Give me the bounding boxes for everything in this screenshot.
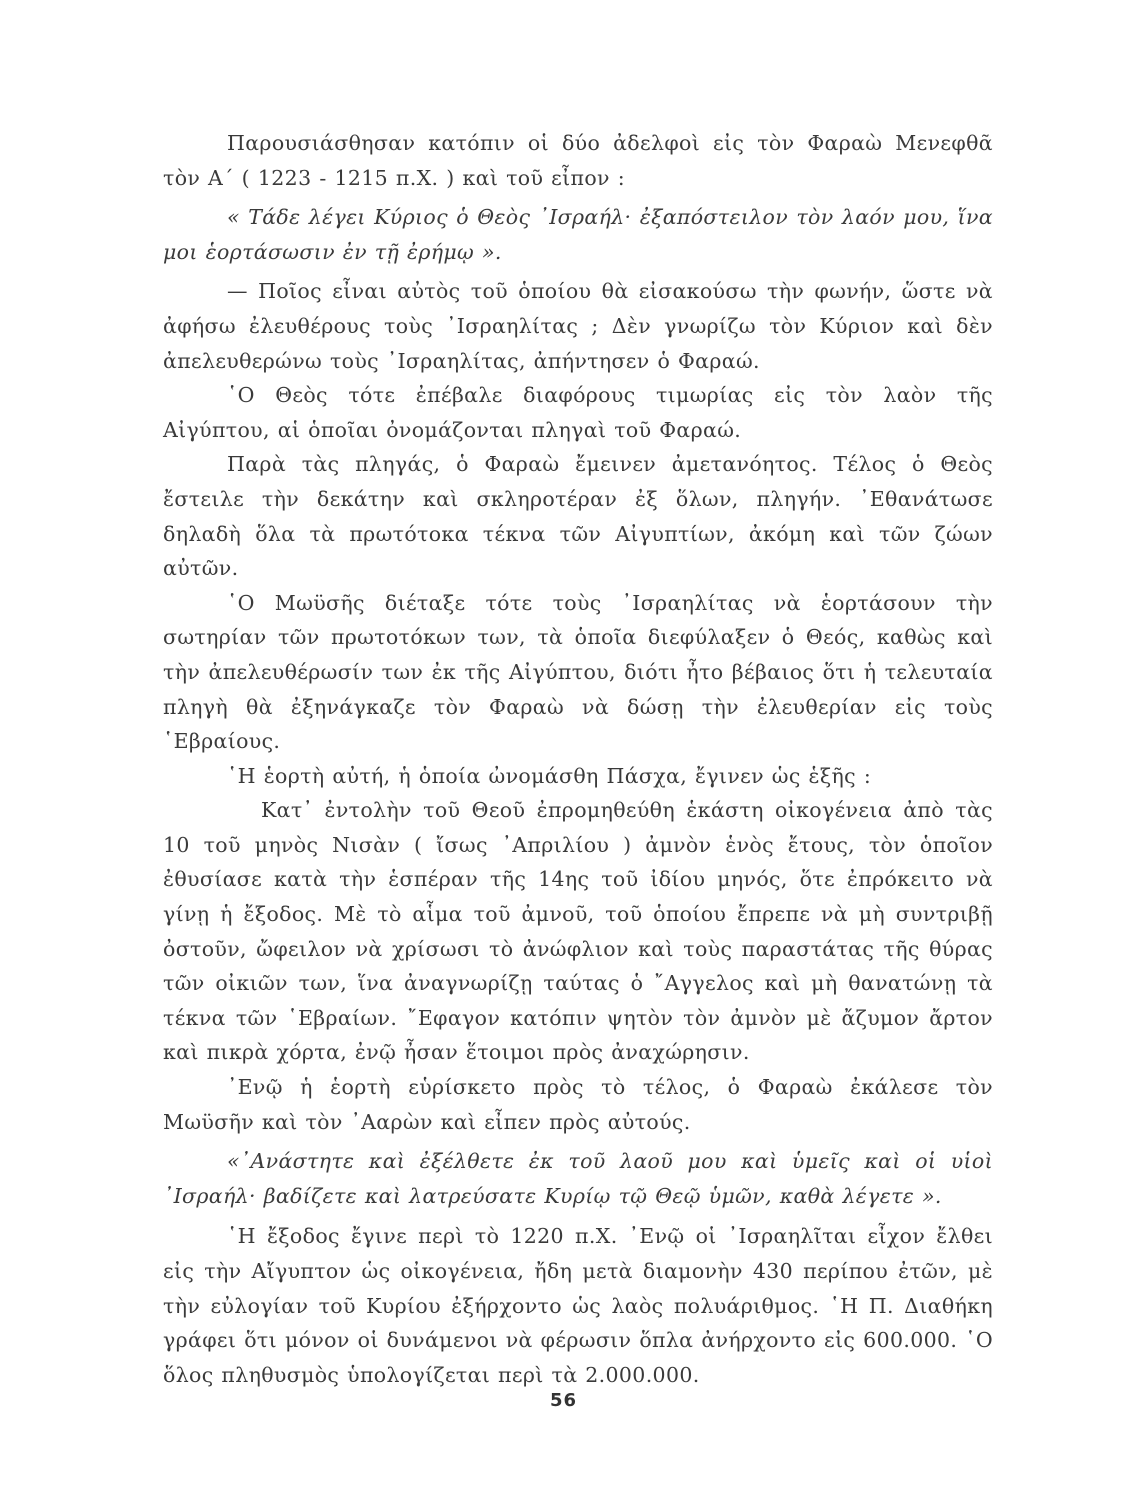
paragraph-moses-orders: ῾Ο Μωϋσῆς διέταξε τότε τοὺς ᾽Ισραηλίτας νὰ ἑορτάσουν τὴν σωτηρίαν τῶν πρωτοτόκων των, τὰ ὁποῖα διεφύλαξεν ὁ Θεός, καθὼς καὶ τὴν ἀπελευθέρωσίν των ἐκ τῆς Αἰγύπτου, διότι ἦτο βέβαιος ὅτι ἡ τελευταία πληγὴ θὰ ἐξηνάγκαζε τὸν Φαραὼ νὰ δώσῃ τὴν ἐλευθερίαν εἰς τοὺς ῾Εβραίους.: [163, 590, 993, 754]
paragraph-exodus-date: ῾Η ἔξοδος ἔγινε περὶ τὸ 1220 π.Χ. ᾽Ενῷ οἱ ᾽Ισραηλῖται εἶχον ἔλθει εἰς τὴν Αἴγυπτον ὡς οἰκογένεια, ἤδη μετὰ διαμονὴν 430 περίπου ἐτῶν, μὲ τὴν εὐλογίαν τοῦ Κυρίου ἐξήρχοντο ὡς λαὸς πολυάριθμος. ῾Η Π. Διαθήκη γράφει ὅτι μόνον οἱ δυνάμενοι νὰ φέρωσιν ὅπλα ἀνήρχοντο εἰς 600.000. ῾Ο ὅλος πληθυσμὸς ὑπολογίζεται περὶ τὰ 2.000.000.: [163, 1224, 993, 1387]
paragraph-quote-let-my-people-go: « Τάδε λέγει Κύριος ὁ Θεὸς ᾽Ισραήλ· ἐξαπόστειλον τὸν λαόν μου, ἵνα μοι ἑορτάσωσιν ἐν τῇ ἐρήμῳ ».: [163, 205, 993, 264]
paragraph-passover-lamb: Κατ᾽ ἐντολὴν τοῦ Θεοῦ ἐπρομηθεύθη ἑκάστη οἰκογένεια ἀπὸ τὰς 10 τοῦ μηνὸς Νισὰν ( ἴσως ᾽Απριλίου ) ἀμνὸν ἑνὸς ἔτους, τὸν ὁποῖον ἐθυσίασε κατὰ τὴν ἑσπέραν τῆς 14ης τοῦ ἰδίου μηνός, ὅτε ἐπρόκειτο νὰ γίνῃ ἡ ἔξοδος. Μὲ τὸ αἷμα τοῦ ἀμνοῦ, τοῦ ὁποίου ἔπρεπε νὰ μὴ συντριβῇ ὀστοῦν, ὤφειλον νὰ χρίσωσι τὸ ἀνώφλιον καὶ τοὺς παραστάτας τῆς θύρας τῶν οἰκιῶν των, ἵνα ἀναγνωρίζῃ ταύτας ὁ ῎Αγγελος καὶ μὴ θανατώνῃ τὰ τέκνα τῶν ῾Εβραίων. ῎Εφαγον κατόπιν ψητὸν τὸν ἀμνὸν μὲ ἄζυμον ἄρτον καὶ πικρὰ χόρτα, ἐνῷ ἦσαν ἕτοιμοι πρὸς ἀναχώρησιν.: [163, 798, 993, 1065]
paragraph-brothers-before-pharaoh: Παρουσιάσθησαν κατόπιν οἱ δύο ἀδελφοὶ εἰς τὸν Φαραὼ Μενεφθᾶ τὸν Α΄ ( 1223 - 1215 π.Χ. ) καὶ τοῦ εἶπον :: [163, 131, 993, 190]
paragraph-passover-intro: ῾Η ἑορτὴ αὐτή, ἡ ὁποία ὠνομάσθη Πάσχα, ἔγινεν ὡς ἑξῆς :: [227, 763, 872, 788]
paragraph-plagues: ῾Ο Θεὸς τότε ἐπέβαλε διαφόρους τιμωρίας εἰς τὸν λαὸν τῆς Αἰγύπτου, αἱ ὁποῖαι ὀνομάζονται πληγαὶ τοῦ Φαραώ.: [163, 383, 993, 442]
paragraph-quote-depart: «᾽Ανάστητε καὶ ἐξέλθετε ἐκ τοῦ λαοῦ μου καὶ ὑμεῖς καὶ οἱ υἱοὶ ᾽Ισραήλ· βαδίζετε καὶ λατρεύσατε Κυρίῳ τῷ Θεῷ ὑμῶν, καθὰ λέγετε ».: [163, 1149, 993, 1208]
paragraph-pharaoh-reply: — Ποῖος εἶναι αὐτὸς τοῦ ὁποίου θὰ εἰσακούσω τὴν φωνήν, ὥστε νὰ ἀφήσω ἐλευθέρους τοὺς ᾽Ισραηλίτας ; Δὲν γνωρίζω τὸν Κύριον καὶ δὲν ἀπελευθερώνω τοὺς ᾽Ισραηλίτας, ἀπήντησεν ὁ Φαραώ.: [163, 279, 993, 373]
paragraph-pharaoh-summons: ᾽Ενῷ ἡ ἑορτὴ εὑρίσκετο πρὸς τὸ τέλος, ὁ Φαραὼ ἐκάλεσε τὸν Μωϋσῆν καὶ τὸν ᾽Ααρὼν καὶ εἶπεν πρὸς αὐτούς.: [163, 1075, 993, 1134]
main-text: [163, 126, 993, 1392]
paragraph-tenth-plague: Παρὰ τὰς πληγάς, ὁ Φαραὼ ἔμεινεν ἀμετανόητος. Τέλος ὁ Θεὸς ἔστειλε τὴν δεκάτην καὶ σκληροτέραν ἐξ ὅλων, πληγήν. ᾽Εθανάτωσε δηλαδὴ ὅλα τὰ πρωτότοκα τέκνα τῶν Αἰγυπτίων, ἀκόμη καὶ τῶν ζώων αὐτῶν.: [163, 452, 993, 581]
page-number: 56: [549, 1390, 578, 1411]
